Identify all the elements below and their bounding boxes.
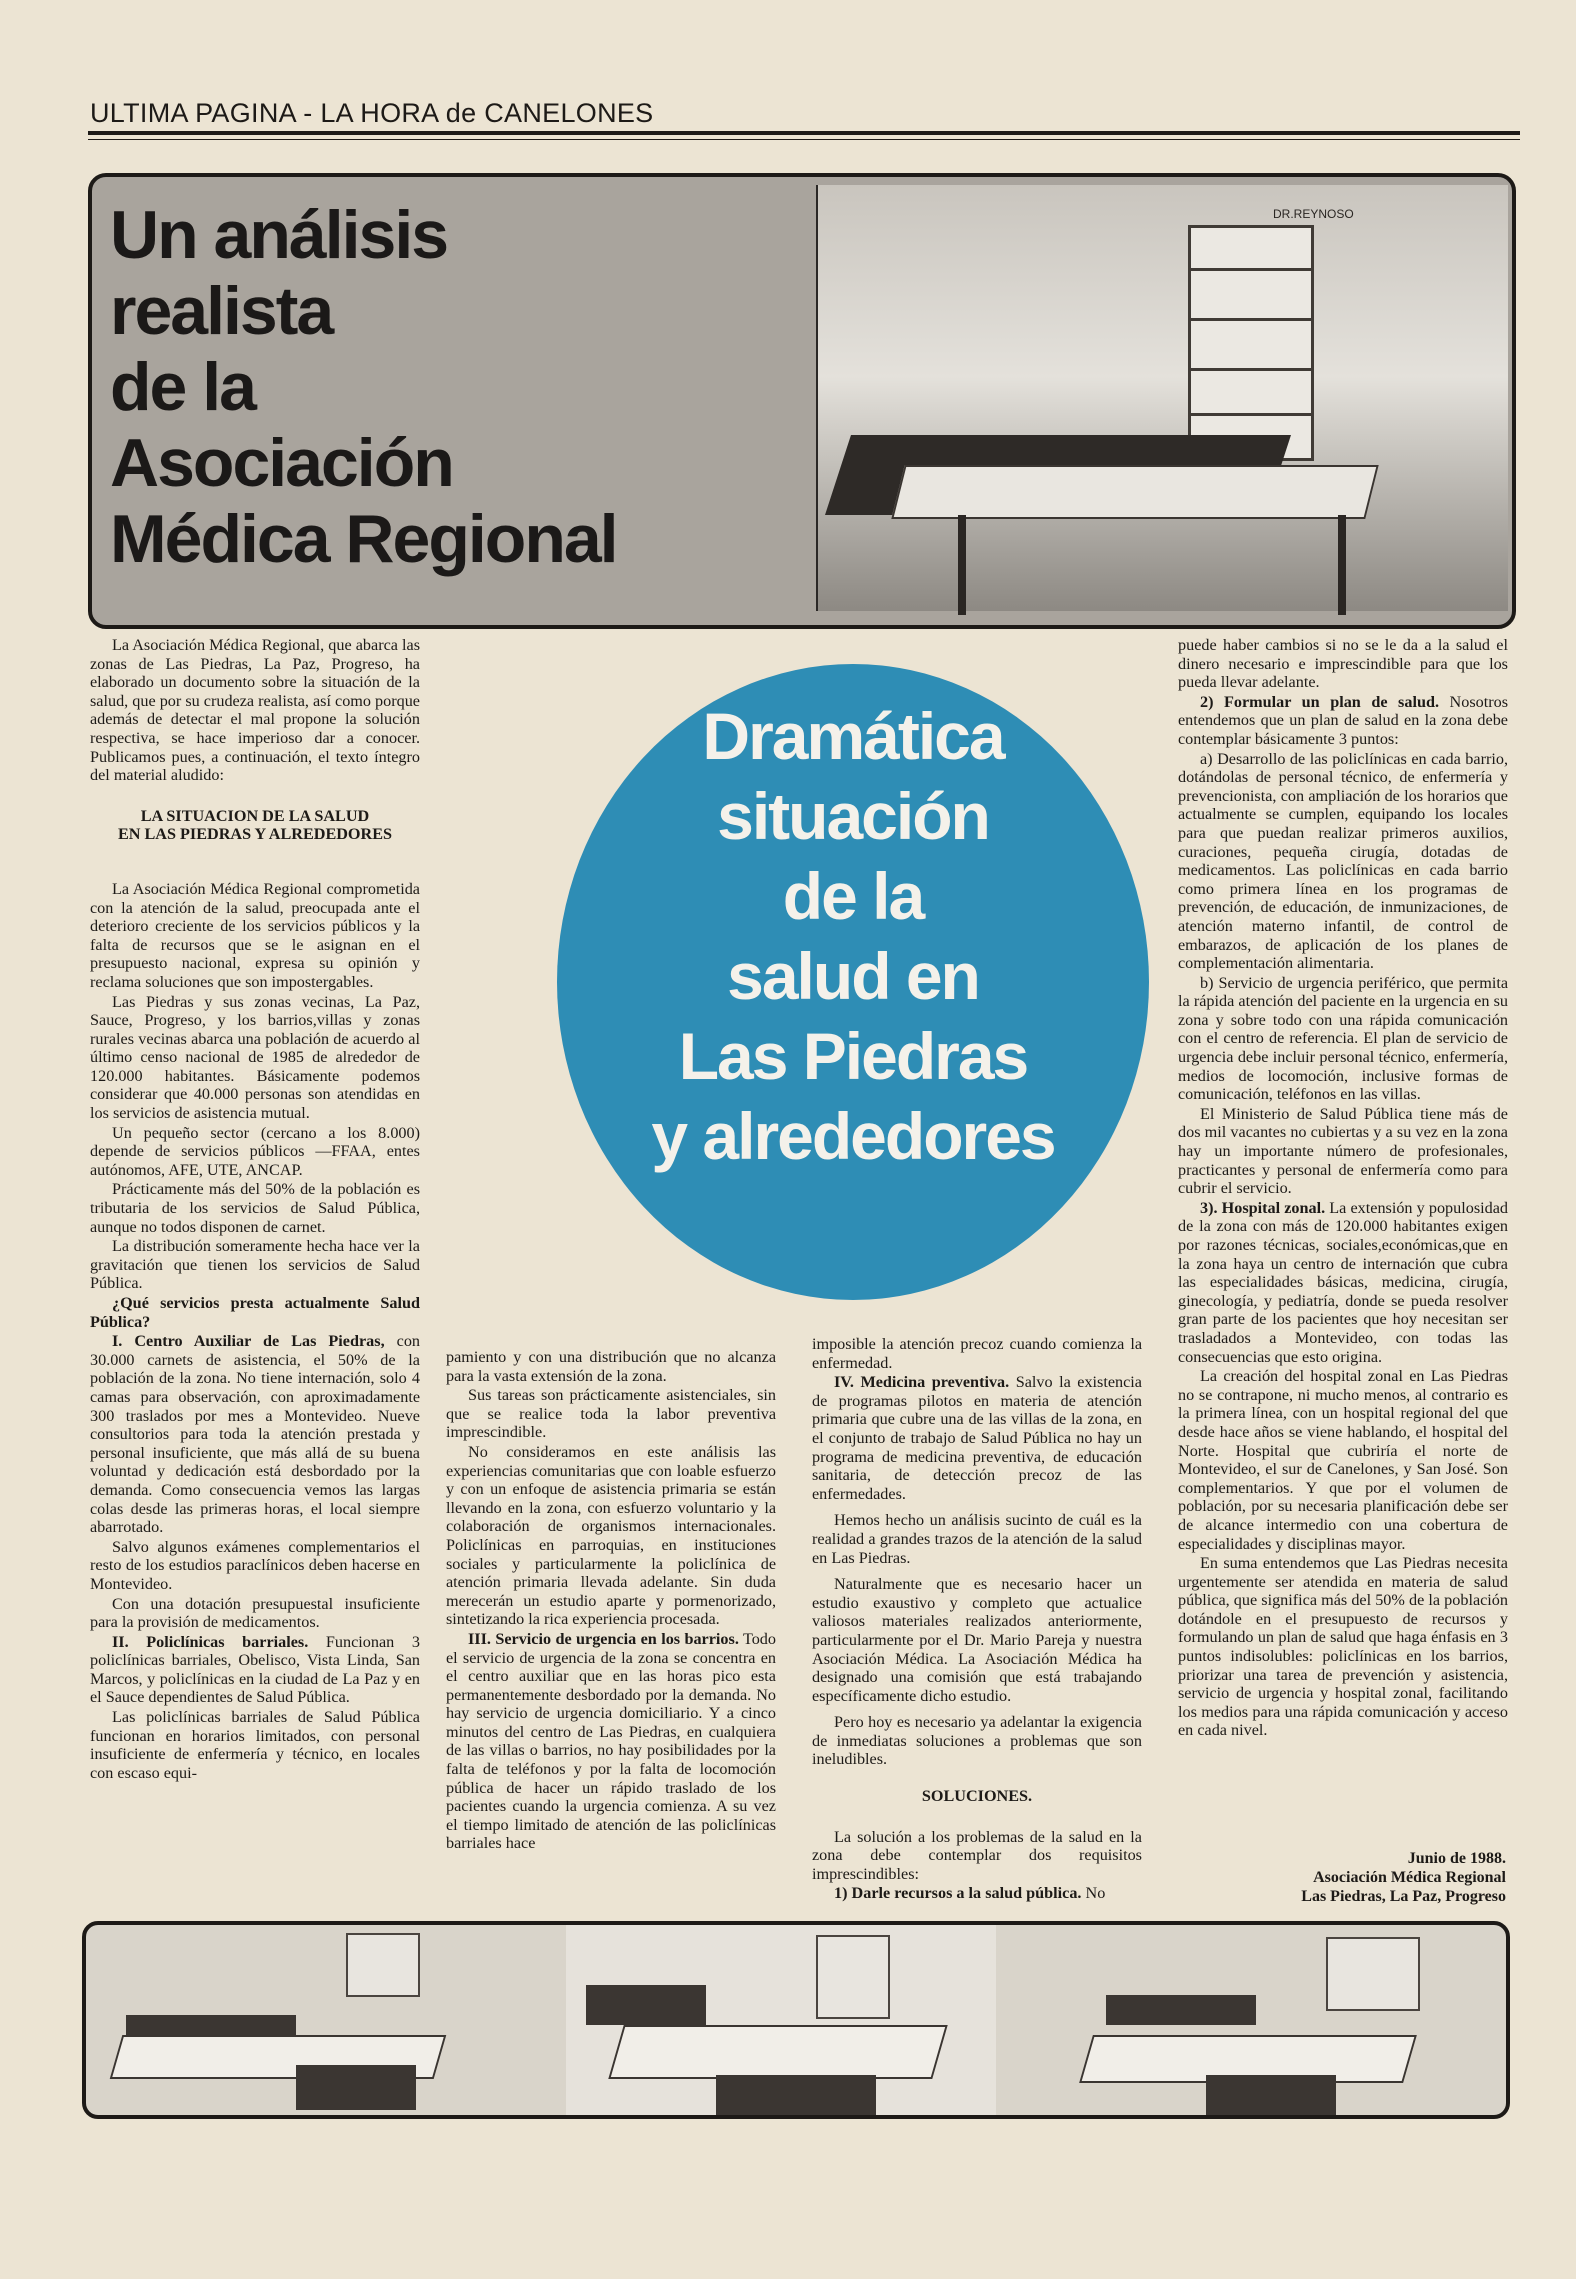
paragraph: Hemos hecho un análisis sucinto de cuál es la realidad a grandes trazos de la atención de la salud en Las Piedras. <box>812 1511 1142 1567</box>
headline <box>557 696 1149 1176</box>
paragraph: Un pequeño sector (cercano a los 8.000) depende de servicios públicos —FFAA, entes autónomos, AFE, UTE, ANCAP. <box>90 1123 420 1179</box>
paragraph: 2) Formular un plan de salud. Nosotros entendemos que un plan de salud en la zona debe contemplar básicamente 3 puntos: <box>1178 692 1508 748</box>
paragraph: Salvo algunos exámenes complementarios el resto de los estudios paraclínicos deben hacerse en Montevideo. <box>90 1537 420 1593</box>
column-1 <box>90 636 420 1783</box>
clinic-photo <box>816 185 1508 611</box>
photo-cabinet <box>1188 225 1314 461</box>
paragraph: 1) Darle recursos a la salud pública. No <box>834 1884 1106 1903</box>
article-title <box>110 197 850 577</box>
title-box <box>88 173 1516 629</box>
bottom-photo-strip <box>82 1921 1510 2119</box>
header-rule-thin <box>88 139 1520 140</box>
title-line: Asociación <box>110 425 453 501</box>
signature-place: Las Piedras, La Paz, Progreso <box>1301 1888 1506 1905</box>
column-4 <box>1178 636 1508 1741</box>
column-3 <box>812 1335 1142 1904</box>
headline-line: salud en <box>727 939 979 1013</box>
bottom-photo <box>1026 1925 1506 2115</box>
question-heading: ¿Qué servicios presta actualmente Salud Pública? <box>90 1294 420 1331</box>
paragraph: Naturalmente que es necesario hacer un estudio exaustivo y completo que actualice valiosos materiales realizados anteriormente, particularmente por el Dr. Mario Pareja y nuestra Asociación Médica. La Asociación Médica ha designado una comisión que está trabajando específicamente dicho estudio. <box>812 1575 1142 1705</box>
paragraph: En suma entendemos que Las Piedras necesita urgentemente ser atendida en materia de salud pública, que significa más del 50% de la población dotándole en el presupuesto de recursos y formulando un plan de salud que haga énfasis en 3 puntos indisolubles: policlínicas en los barrios, priorizar una tarea de prevención y asistencia, servicio de urgencia y hospital zonal, facilitando los medios para una rápida comunicación y acceso en cada nivel. <box>1178 1554 1508 1740</box>
paragraph: No consideramos en este análisis las experiencias comunitarias que con loable esfuerzo y con un enfoque de asistencia primaria se están llevando en la zona, con esfuerzo voluntario y la colaboración de organismos internacionales. Policlínicas en parroquias, en instituciones sociales y particularmente la policlínica de atención primaria llevada adelante. Sin duda merecerán un estudio aparte y pormenorizado, sintetizando la rica experiencia procesada. <box>446 1442 776 1629</box>
paragraph: Las policlínicas barriales de Salud Pública funcionan en horarios limitados, con personal insuficiente de enfermería y técnico, en locales con escaso equi- <box>90 1708 420 1782</box>
photo-sign: DR.REYNOSO <box>1273 207 1354 221</box>
paragraph: La distribución someramente hecha hace ver la gravitación que tienen los servicios de Salud Pública. <box>90 1237 420 1293</box>
bottom-photo <box>86 1925 556 2115</box>
page-header: ULTIMA PAGINA - LA HORA de CANELONES <box>90 98 654 128</box>
headline-line: de la <box>782 859 924 933</box>
bottom-photo <box>566 1925 996 2115</box>
headline-circle <box>557 664 1149 1300</box>
header-rule <box>88 131 1520 135</box>
section-heading: SOLUCIONES. <box>921 1787 1033 1806</box>
signature-date: Junio de 1988. <box>1407 1850 1506 1867</box>
paragraph: II. Policlínicas barriales. Funcionan 3 policlínicas barriales, Obelisco, Vista Linda, San Marcos, y policlínicas en la ciudad de La Paz y en el Sauce dependientes de Salud Pública. <box>90 1632 420 1707</box>
headline-line: situación <box>717 779 989 853</box>
paragraph: III. Servicio de urgencia en los barrios. Todo el servicio de urgencia de la zona se concentra en el centro auxiliar que en las horas pico esta permanentemente desbordado por la demanda. No hay servicio de urgencia domiciliario. Y a cinco minutos del centro de Las Piedras, en cualquiera de las villas o barrios, no hay posibilidades por la falta de teléfonos y por la falta de locomoción pública de hacer un rápido traslado de los pacientes cuando la urgencia comienza. A su vez el tiempo limitado de atención de las policlínicas barriales hace <box>446 1629 776 1853</box>
paragraph: pamiento y con una distribución que no alcanza para la vasta extensión de la zona. <box>446 1348 776 1385</box>
paragraph: IV. Medicina preventiva. Salvo la existencia de programas pilotos en materia de atención primaria que cubre una de las villas de la zona, en el conjunto de trabajo de Salud Pública no hay un programa de medicina preventiva, de educación sanitaria, de detección precoz de las enfermedades. <box>812 1373 1142 1503</box>
paragraph: imposible la atención precoz cuando comienza la enfermedad. <box>812 1335 1142 1372</box>
paragraph: La Asociación Médica Regional comprometida con la atención de la salud, preocupada ante el deterioro creciente de los servicios públicos y la falta de recursos que se le asignan en el presupuesto nacional, expresa su opinión y reclama soluciones que son impostergables. <box>90 879 420 991</box>
paragraph: puede haber cambios si no se le da a la salud el dinero necesario e imprescindible para que los pueda llevar adelante. <box>1178 636 1508 692</box>
title-line: realista <box>110 273 333 349</box>
paragraph: a) Desarrollo de las policlínicas en cada barrio, dotándolas de personal técnico, de enfermería y prevencionista, con ampliación de los horarios que actualmente se cumplen, equipando los locales para que puedan realizar primeros auxilios, curaciones, pequeña cirugía, dotadas de medicamentos. Las policlínicas en cada barrio como primera línea en los programas de prevención, de educación, de inmunizaciones, de atención materno infantil, de control de embarazos, de aplicación de los planes de complementación alimentaria. <box>1178 749 1508 973</box>
headline-line: Dramática <box>702 699 1004 773</box>
title-line: Médica Regional <box>110 501 617 577</box>
paragraph: La solución a los problemas de la salud en la zona debe contemplar dos requisitos imprescindibles: <box>812 1827 1142 1883</box>
column-2 <box>446 1348 776 1854</box>
section-heading: LA SITUACION DE LA SALUD EN LAS PIEDRAS Y ALREDEDORES <box>117 806 393 844</box>
title-line: Un análisis <box>110 197 448 273</box>
paragraph: I. Centro Auxiliar de Las Piedras, con 30.000 carnets de asistencia, el 50% de la población de la zona. No tiene internación, solo 4 camas para observación, con aproximadamente 300 traslados por mes a Montevideo. Nueve consultorios para toda la atención prestada y personal insuficiente, que más allá de su buena voluntad y dedicación está desbordado por la demanda. Como consecuencia vemos las largas colas desde las primeras horas, el local siempre abarrotado. <box>90 1332 421 1537</box>
paragraph: El Ministerio de Salud Pública tiene más de dos mil vacantes no cubiertas y a su vez en la zona hay un importante número de profesionales, practicantes y personal de enfermería como para cubrir el servicio. <box>1178 1104 1508 1198</box>
paragraph: Pero hoy es necesario ya adelantar la exigencia de inmediatas soluciones a problemas que son ineludibles. <box>812 1713 1142 1769</box>
paragraph: Prácticamente más del 50% de la población es tributaria de los servicios de Salud Pública, aunque no todos disponen de carnet. <box>90 1180 420 1236</box>
signature <box>1200 1849 1506 1906</box>
photo-table <box>891 465 1378 519</box>
intro-paragraph: La Asociación Médica Regional, que abarca las zonas de Las Piedras, La Paz, Progreso, ha elaborado un documento sobre la situación de la salud, que por su crudeza realista, así como porque además de detectar el mal propone la solución respectiva, se hace imperioso dar a conocer. Publicamos pues, a continuación, el texto íntegro del material aludido: <box>90 636 420 785</box>
paragraph: Sus tareas son prácticamente asistenciales, sin que se realice toda la labor preventiva imprescindible. <box>446 1386 776 1442</box>
paragraph: La creación del hospital zonal en Las Piedras no se contrapone, ni mucho menos, al contrario es la primera línea, con un hospital regional del que desde hace años se viene hablando, el hospital del Norte. Hospital que cubriría el norte de Montevideo, el sur de Canelones, y San José. Son complementarios. Y que por el volumen de población, por su necesaria planificación debe ser de alcance intermedio con una cobertura de especialidades y disciplinas mayor. <box>1178 1367 1508 1553</box>
headline-line: y alrededores <box>651 1099 1055 1173</box>
headline-line: Las Piedras <box>678 1019 1028 1093</box>
title-line: de la <box>110 349 255 425</box>
paragraph: b) Servicio de urgencia periférico, que permita la rápida atención del paciente en la urgencia en su zona y sobre todo con una rápida comunicación con el centro de referencia. El plan de servicio de urgencia debe incluir personal técnico, enfermería, medios de locomoción, inclusive formas de comunicación, teléfonos en las villas. <box>1178 973 1508 1104</box>
paragraph: 3). Hospital zonal. La extensión y populosidad de la zona con más de 120.000 habitantes exigen por razones técnicas, sociales,económicas,que en la zona haya un centro de internación que cubra las especialidades básicas, medicina, cirugía, ginecología, y pediatría, donde se pueda resolver gran parte de los pacientes que hoy necesitan ser trasladados a Montevideo, con todas las consecuencias que esto origina. <box>1178 1198 1509 1366</box>
paragraph: Las Piedras y sus zonas vecinas, La Paz, Sauce, Progreso, y los barrios,villas y zonas rurales vecinas abarca una población de acuerdo al último censo nacional de 1985 de alrededor de 120.000 habitantes. Básicamente podemos considerar que 40.000 personas son atendidas en los servicios de asistencia mutual. <box>90 992 420 1123</box>
signature-org: Asociación Médica Regional <box>1313 1869 1506 1886</box>
paragraph: Con una dotación presupuestal insuficiente para la provisión de medicamentos. <box>90 1594 420 1632</box>
